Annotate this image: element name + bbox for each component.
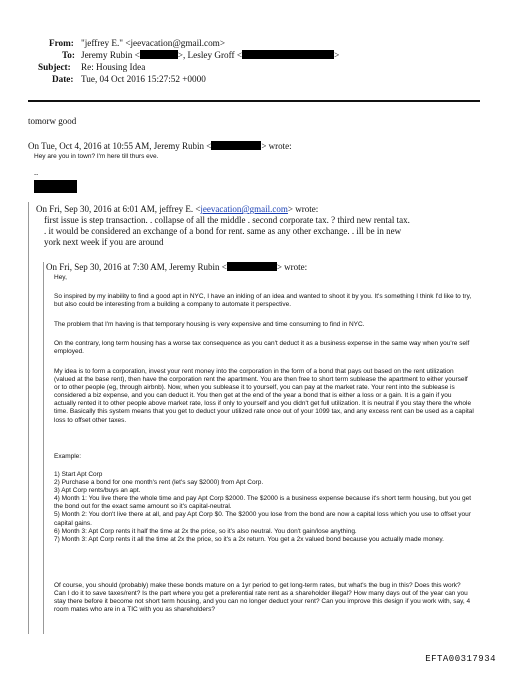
subject-label: Subject: [38, 62, 71, 72]
signature-redaction [34, 180, 77, 193]
paragraph-2: The problem that I'm having is that temporary housing is very expensive and time consuming to find in NYC. [54, 321, 365, 328]
quote2-attribution: On Fri, Sep 30, 2016 at 6:01 AM, jeffrey E. <jeevacation@gmail.com> wrote: [36, 204, 319, 214]
header-divider [28, 100, 480, 102]
from-value: "jeffrey E." <jeevacation@gmail.com> [81, 38, 226, 48]
redaction-block [227, 262, 277, 271]
quote2-line1: first issue is step transaction. . collapse of all the middle . second corporate tax. ? third new rental tax. [44, 215, 410, 225]
redaction-block [140, 50, 178, 59]
step-item: 7) Month 3: Apt Corp rents it all the time at 2x the price, so it's a 2x return. You get a 2x valued bond because you actually made money. [54, 535, 444, 543]
quote3-attribution: On Fri, Sep 30, 2016 at 7:30 AM, Jeremy Rubin < > wrote: [46, 262, 308, 272]
quote2-line3: york next week if you are around [44, 237, 164, 247]
paragraph-4: My idea is to form a corporation, invest your rent money into the corporation in the form of a bond that pays out based on the rent utilization (valued at the base rent), then have the corporation rent the apartment. You are then free to short term sublease the apartment to either yourself or to other people (eg, through airbnb). Now, when you sublease it to yourself, you can pay at the market rate. Your rent into the sublease is considered a biz expense, and you can deduct it. You then get at the end of the year a bond that is either a loss or a gain. It is a gain if you actually rented it to other people above market rate, loss if only to yourself and you didn't get full utilization. It is neutral if you stay there the whole time. Basically this system means that you get to deduct your utilized rate once out of your 1099 tax, and any excess rent can be used as a capital loss to offset other taxes. [54, 368, 474, 424]
sender-email-link[interactable]: jeevacation@gmail.com [200, 204, 288, 214]
reply-body: tomorw good [28, 116, 77, 126]
date-label: Date: [52, 74, 74, 84]
greeting: Hey, [54, 274, 67, 281]
document-id: EFTA00317934 [425, 654, 496, 664]
to-label: To: [62, 50, 75, 60]
quote1-body: Hey are you in town? I'm here till thurs eve. [34, 153, 159, 160]
date-value: Tue, 04 Oct 2016 15:27:52 +0000 [81, 74, 206, 84]
redaction-block [211, 141, 261, 150]
quote1-attribution: On Tue, Oct 4, 2016 at 10:55 AM, Jeremy Rubin < > wrote: [28, 141, 292, 151]
paragraph-1: So inspired by my inability to find a good apt in NYC, I have an inkling of an idea and wanted to shoot it by you. It's something I think I'd like to try, but also could be interesting from a building a company to automate it perspective. [54, 293, 472, 309]
example-steps [54, 471, 474, 544]
step-item: 1) Start Apt Corp [54, 471, 103, 478]
paragraph-5: Of course, you should (probably) make these bonds mature on a 1yr period to get long-term rates, but what's the bug in this? Does this work? Can I do it to save taxes/rent? Is the part where you get a preferential rate rent as a shareholder illegal? How many days out of the year can you stay there before it become not short term housing, and you can no longer deduct your rent? Can you improve this design if you work with, say, 4 room mates who are in a TIC with you as shareholders? [54, 582, 471, 614]
to-value: Jeremy Rubin < >, Lesley Groff < > [81, 50, 340, 60]
step-item: 4) Month 1: You live there the whole time and pay Apt Corp $2000. The $2000 is a business expense because it's short term housing, but you get the bond out for the exact same amount so it's capital-neutral. [54, 495, 472, 511]
example-label: Example: [54, 453, 82, 460]
quote-bar-level1 [28, 202, 29, 634]
paragraph-3: On the contrary, long term housing has a worse tax consequence as you can't deduct it as a business expense in the same way when you're self employed. [54, 340, 470, 356]
from-label: From: [49, 38, 74, 48]
step-item: 2) Purchase a bond for one month's rent (let's say $2000) from Apt Corp. [54, 479, 264, 487]
quote2-line2: . it would be considered an exchange of a bond for rent. same as any other exchange. . ill be in new [44, 226, 402, 236]
step-item: 3) Apt Corp rents/buys an apt. [54, 487, 141, 495]
subject-value: Re: Housing Idea [81, 62, 146, 72]
quote-bar-level2 [43, 262, 44, 634]
redaction-block [242, 50, 334, 59]
step-item: 5) Month 2: You don't live there at all, and pay Apt Corp $0. The $2000 you lose from the bond are now a capital loss which you use to offset your capital gains. [54, 511, 471, 527]
quote1-sig-dashes: -- [34, 171, 39, 178]
step-item: 6) Month 3: Apt Corp rents it half the time at 2x the price, so it's also neutral. You don't gain/lose anything. [54, 527, 357, 535]
